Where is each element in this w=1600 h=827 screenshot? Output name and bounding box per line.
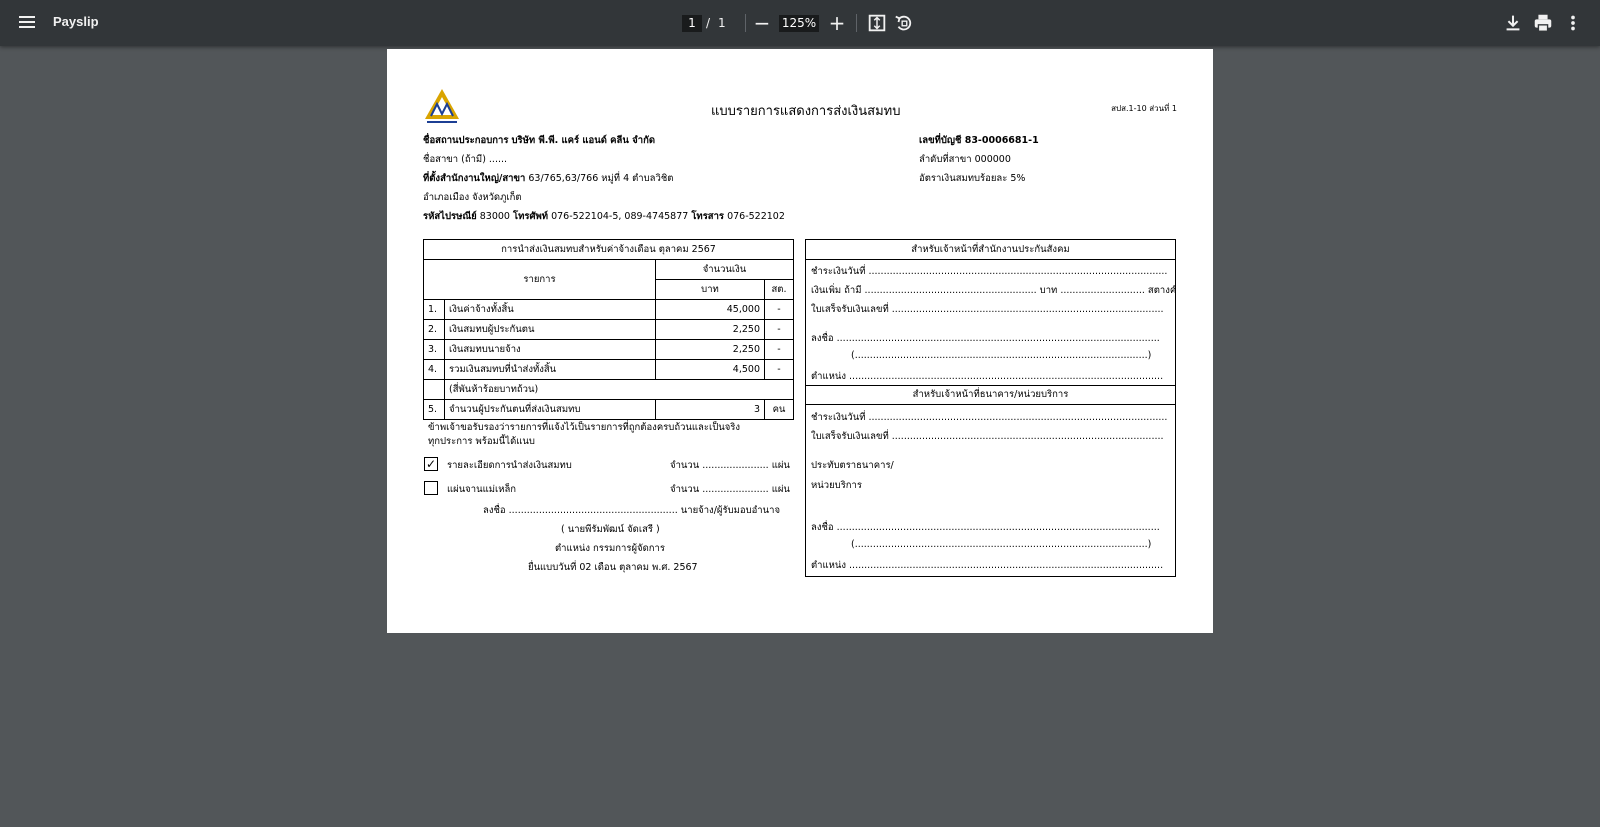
sso-extra-charge: เงินเพิ่ม ถ้ามี ......................................................... บาท ............................ สตางค์ [811,285,1177,296]
bank-name: (.................................................................................................) [851,539,1152,550]
zoom-out-button[interactable]: − [753,11,771,35]
sso-name: (.................................................................................................) [851,350,1152,361]
print-icon[interactable] [1532,12,1554,34]
table-row: 5. จำนวนผู้ประกันตนที่ส่งเงินสมทบ 3 คน [424,400,794,420]
branch-line: ชื่อสาขา (ถ้ามี) ...... [423,154,508,165]
form-title: แบบรายการแสดงการส่งเงินสมทบ [711,104,901,119]
attachment-checkbox-checked: ✓ [425,457,437,471]
attachment-checkbox [424,481,438,495]
signer-position: ตำแหน่ง กรรมการผู้จัดการ [555,543,665,554]
sso-sign: ลงชื่อ ........................................................................................................... [811,333,1160,344]
bank-sign: ลงชื่อ ........................................................................................................... [811,522,1160,533]
page-total: 1 [718,16,726,30]
bank-position: ตำแหน่ง ........................................................................................................ [811,560,1164,571]
bank-stamp-label-2: หน่วยบริการ [811,480,862,491]
col-baht-header: บาท [656,280,765,300]
page-number-input[interactable]: 1 [682,15,702,32]
attachment-label-1: รายละเอียดการนำส่งเงินสมทบ [447,460,572,471]
branch-number: ลำดับที่สาขา 000000 [919,154,1011,165]
zoom-level-input[interactable]: 125% [779,15,819,32]
toolbar-divider [745,14,746,32]
bank-officer-title: สำหรับเจ้าหน้าที่ธนาคาร/หน่วยบริการ [912,389,1069,400]
download-icon[interactable] [1502,12,1524,34]
sso-paid-date: ชำระเงินวันที่ ................................................................................................... [811,266,1168,277]
zoom-in-button[interactable]: + [828,11,846,35]
table-row: 2. เงินสมทบผู้ประกันตน 2,250 - [424,320,794,340]
table-row: 4. รวมเงินสมทบที่นำส่งทั้งสิ้น 4,500 - [424,360,794,380]
form-code: สปส.1-10 ส่วนที่ 1 [1111,104,1177,113]
submission-date: ยื่นแบบวันที่ 02 เดือน ตุลาคม พ.ศ. 2567 [528,562,698,573]
contact-line: รหัสไปรษณีย์ 83000 โทรศัพท์ 076-522104-5, 089-4745877 โทรสาร 076-522102 [423,211,785,222]
fit-page-icon[interactable] [866,12,888,34]
col-satang-header: สต. [765,280,794,300]
sso-receipt-no: ใบเสร็จรับเงินเลขที่ .......................................................................................... [811,304,1164,315]
table-row: 1. เงินค่าจ้างทั้งสิ้น 45,000 - [424,300,794,320]
certification-text: ข้าพเจ้าขอรับรองว่ารายการที่แจ้งไว้เป็นรายการที่ถูกต้องครบถ้วนและเป็นจริง [428,422,741,433]
rotate-icon[interactable] [893,12,915,34]
sso-logo-icon [423,88,461,126]
col-item-header: รายการ [424,260,656,300]
officer-section [805,239,1176,577]
page-separator: / [706,16,711,30]
employer-signature-line: ลงชื่อ ........................................................ นายจ้าง/ผู้รับมอบอำนาจ [483,505,781,516]
more-options-icon[interactable] [1562,12,1584,34]
bank-paid-date: ชำระเงินวันที่ ................................................................................................... [811,412,1168,423]
toolbar-divider [856,14,857,32]
amount-in-words: (สี่พันห้าร้อยบาทถ้วน) [445,380,794,400]
attachment-label-2: แผ่นจานแม่เหล็ก [447,484,517,495]
signer-name: ( นายพีรัมพัฒน์ จัดเสรี ) [561,524,660,535]
address-line-2: อำเภอเมือง จังหวัดภูเก็ต [423,192,522,203]
contribution-table [423,239,794,420]
document-title: Payslip [53,14,99,29]
bank-receipt-no: ใบเสร็จรับเงินเลขที่ .......................................................................................... [811,431,1164,442]
section-divider [806,404,1175,405]
attachment-qty-1: จำนวน ...................... แผ่น [670,460,790,471]
table-row: 3. เงินสมทบนายจ้าง 2,250 - [424,340,794,360]
table-row [424,380,794,400]
pdf-toolbar [0,0,1600,46]
certification-text-2: ทุกประการ พร้อมนี้ได้แนบ [428,436,535,447]
address-line: ที่ตั้งสำนักงานใหญ่/สาขา 63/765,63/766 หมู่ที่ 4 ตำบลวิชิต [423,173,674,184]
sso-officer-title: สำหรับเจ้าหน้าที่สำนักงานประกันสังคม [911,244,1070,255]
sso-position: ตำแหน่ง ........................................................................................................ [811,371,1164,382]
table-caption: การนำส่งเงินสมทบสำหรับค่าจ้างเดือน ตุลาคม 2567 [424,240,794,260]
section-divider [806,259,1175,260]
employer-line: ชื่อสถานประกอบการ บริษัท พี.พี. แคร์ แอนด์ คลีน จำกัด [423,135,655,146]
bank-stamp-label: ประทับตราธนาคาร/ [811,460,894,471]
col-amount-header: จำนวนเงิน [656,260,794,280]
contribution-rate: อัตราเงินสมทบร้อยละ 5% [919,173,1026,184]
menu-icon[interactable] [17,13,37,33]
attachment-qty-2: จำนวน ...................... แผ่น [670,484,790,495]
account-number: เลขที่บัญชี 83-0006681-1 [919,135,1039,146]
pdf-page [387,49,1213,633]
